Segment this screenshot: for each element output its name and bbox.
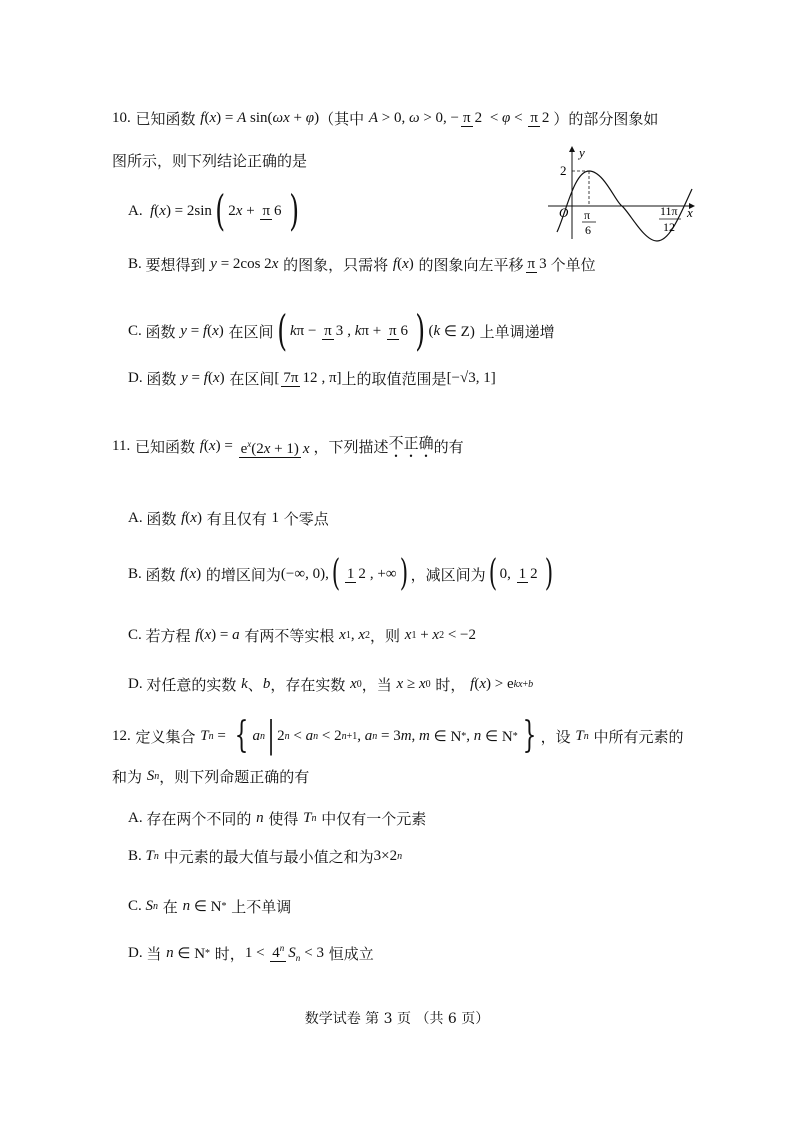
q12-option-d: D. 当 n ∈ N * 时， 1 < 4$^n$ $S_n$ < 3 恒成立 [128, 943, 374, 963]
tick-11pi-over-12-den: 12 [663, 220, 675, 234]
q10-option-d: D. 函数 y = f ( x ) 在区间 [ 7π 12 , π] 上的取值范围是 [−√3, 1] [128, 370, 496, 388]
q10-option-a: A. f ( x ) = 2sin ( 2 x + π 6 ) [128, 186, 299, 235]
max-label: 2 [560, 163, 567, 178]
q11-option-d: D. 对任意的实数 k 、 b ，存在实数 x 0 ，当 x ≥ x 0 时， f ( x ) > e kx+b [128, 676, 534, 694]
tick-11pi-over-12-num: 11π [660, 204, 678, 218]
q10-option-b: B. 要想得到 y = 2cos 2 x 的图象，只需将 f ( x ) 的图象向左平移 π 3 个单位 [128, 256, 596, 274]
q12-stem-line1: 12. 定义集合 T n = { a n | 2 n < a n < 2 n+1 , a n = 3 m , m ∈ N * , n ∈ N * } ，设 T n 中所有元素的 [112, 715, 684, 756]
x-axis-label: x [687, 205, 693, 220]
q11-option-a: A. 函数 f ( x ) 有且仅有 1 个零点 [128, 510, 329, 528]
q12-stem-line2: 和为 S n ，则下列命题正确的有 [112, 768, 310, 786]
q10-stem-line2: 图所示，则下列结论正确的是 [112, 152, 308, 170]
q11-option-c: C. 若方程 f ( x ) = a 有两不等实根 x 1 , x 2 ，则 x 1 + x 2 < −2 [128, 627, 477, 645]
origin-label: O [559, 205, 569, 220]
q11-option-b: B. 函数 f ( x ) 的增区间为 (−∞, 0), ( 1 2 , +∞ ) ，减区间为 ( 0, 1 2 ) [128, 553, 553, 594]
q12-option-c: C. S n 在 n ∈ N * 上不单调 [128, 898, 292, 916]
q11-stem: 11. 已知函数 f ( x ) = $e^x(2x + 1)$ x ，下列描述 不正确 的有 [112, 434, 464, 457]
q12-option-a: A. 存在两个不同的 n 使得 T n 中仅有一个元素 [128, 810, 427, 828]
tick-pi-over-6-num: π [584, 208, 591, 222]
y-axis-label: y [579, 145, 585, 160]
q10-option-c: C. 函数 y = f ( x ) 在区间 ( k π − π 3 , k π + π 6 ) ( k ∈ Z) 上单调递增 [128, 306, 555, 355]
page-footer: 数学试卷 第 3 页 （共 6 页） [304, 1011, 490, 1027]
sine-graph [544, 143, 704, 243]
q12-option-b: B. T n 中元素的最大值与最小值之和为 3×2 n [128, 848, 403, 866]
tick-pi-over-6-den: 6 [585, 223, 591, 237]
q10-stem-line1: 10. 已知函数 f ( x ) = A sin( ωx + φ ) （其中 A > 0, ω > 0, − π 2 < φ < π 2 ）的部分图象如 [112, 110, 659, 128]
